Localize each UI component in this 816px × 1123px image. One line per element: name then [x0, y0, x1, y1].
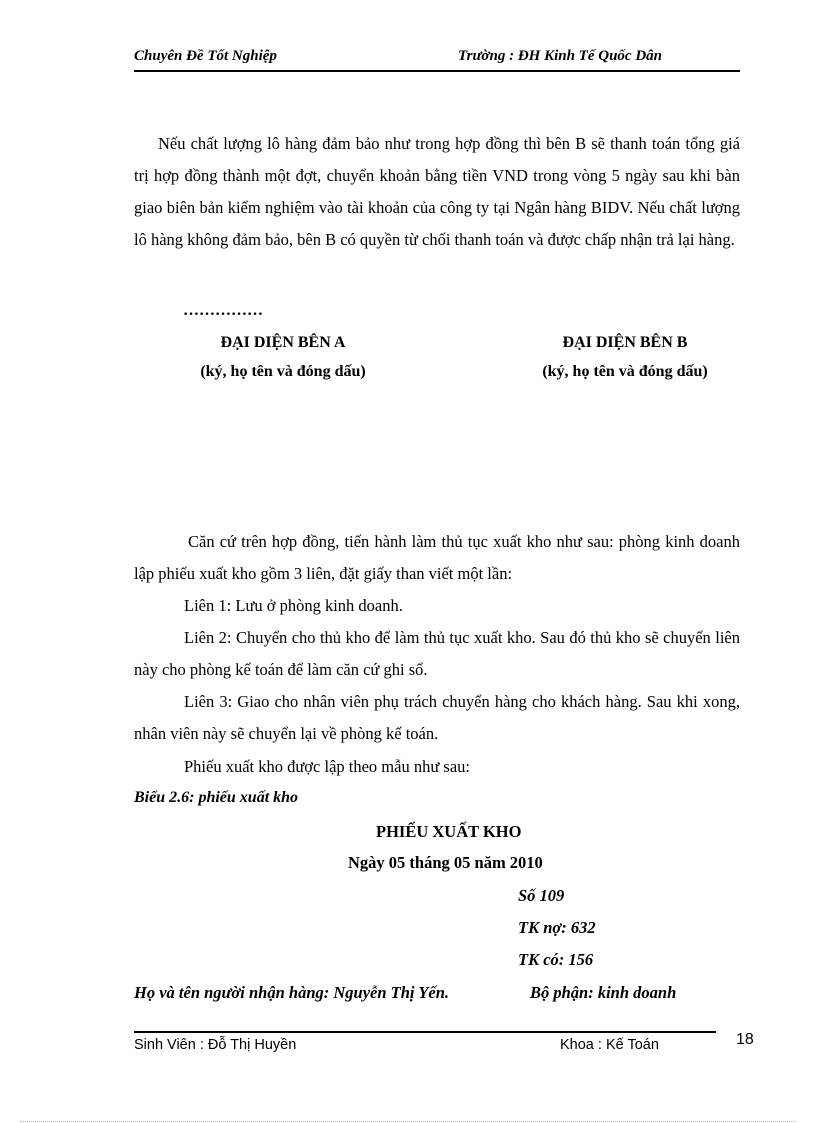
slip-debit-account: TK nợ: 632 [518, 918, 596, 937]
header-right: Trường : ĐH Kinh Tế Quốc Dân [458, 48, 663, 64]
figure-caption: Biểu 2.6: phiếu xuất kho [134, 789, 299, 806]
slip-title: PHIẾU XUẤT KHO [376, 822, 522, 841]
page-edge-dotted-line [20, 1121, 796, 1122]
page-number: 18 [736, 1031, 754, 1048]
header-left: Chuyên Đề Tốt Nghiệp [134, 48, 277, 64]
slip-credit-account: TK có: 156 [518, 950, 594, 969]
slip-number: Số 109 [518, 886, 565, 905]
signature-a-note: (ký, họ tên và đóng dấu) [200, 363, 366, 380]
signature-b-note: (ký, họ tên và đóng dấu) [542, 363, 708, 380]
footer-rule [134, 1031, 716, 1033]
list-item-lien-3: Liên 3: Giao cho nhân viên phụ trách chuyển hàng cho khách hàng. Sau khi xong, nhân viên này sẽ chuyển lại về phòng kế toán. [134, 692, 740, 743]
footer-student: Sinh Viên : Đỗ Thị Huyền [134, 1037, 297, 1053]
ellipsis: …………… [183, 302, 263, 319]
header-rule [134, 70, 740, 72]
list-item-lien-2: Liên 2: Chuyển cho thủ kho để làm thủ tục xuất kho. Sau đó thủ kho sẽ chuyển liên này cho phòng kế toán để làm căn cứ ghi sổ. [134, 628, 740, 679]
list-item-lien-1: Liên 1: Lưu ở phòng kinh doanh. [184, 596, 403, 615]
slip-date: Ngày 05 tháng 05 năm 2010 [348, 853, 543, 872]
paragraph-form-intro: Phiếu xuất kho được lập theo mẫu như sau: [184, 757, 470, 776]
slip-receiver: Họ và tên người nhận hàng: Nguyễn Thị Yến. [134, 983, 450, 1002]
paragraph-payment-terms: Nếu chất lượng lô hàng đảm bảo như trong hợp đồng thì bên B sẽ thanh toán tổng giá trị hợp đồng thành một đợt, chuyển khoản bằng tiền VND trong vòng 5 ngày sau khi bàn giao biên bản kiểm nghiệm vào tài khoản của công ty tại Ngân hàng BIDV. Nếu chất lượng lô hàng không đảm bảo, bên B có quyền từ chối thanh toán và được chấp nhận trả lại hàng. [134, 134, 740, 249]
slip-department: Bộ phận: kinh doanh [530, 983, 677, 1002]
footer-faculty: Khoa : Kế Toán [560, 1037, 659, 1053]
signature-a-title: ĐẠI DIỆN BÊN A [220, 334, 346, 351]
paragraph-procedure: Căn cứ trên hợp đồng, tiến hành làm thủ tục xuất kho như sau: phòng kinh doanh lập phiếu xuất kho gồm 3 liên, đặt giấy than viết một lần: [134, 532, 740, 583]
signature-b-title: ĐẠI DIỆN BÊN B [562, 334, 688, 351]
